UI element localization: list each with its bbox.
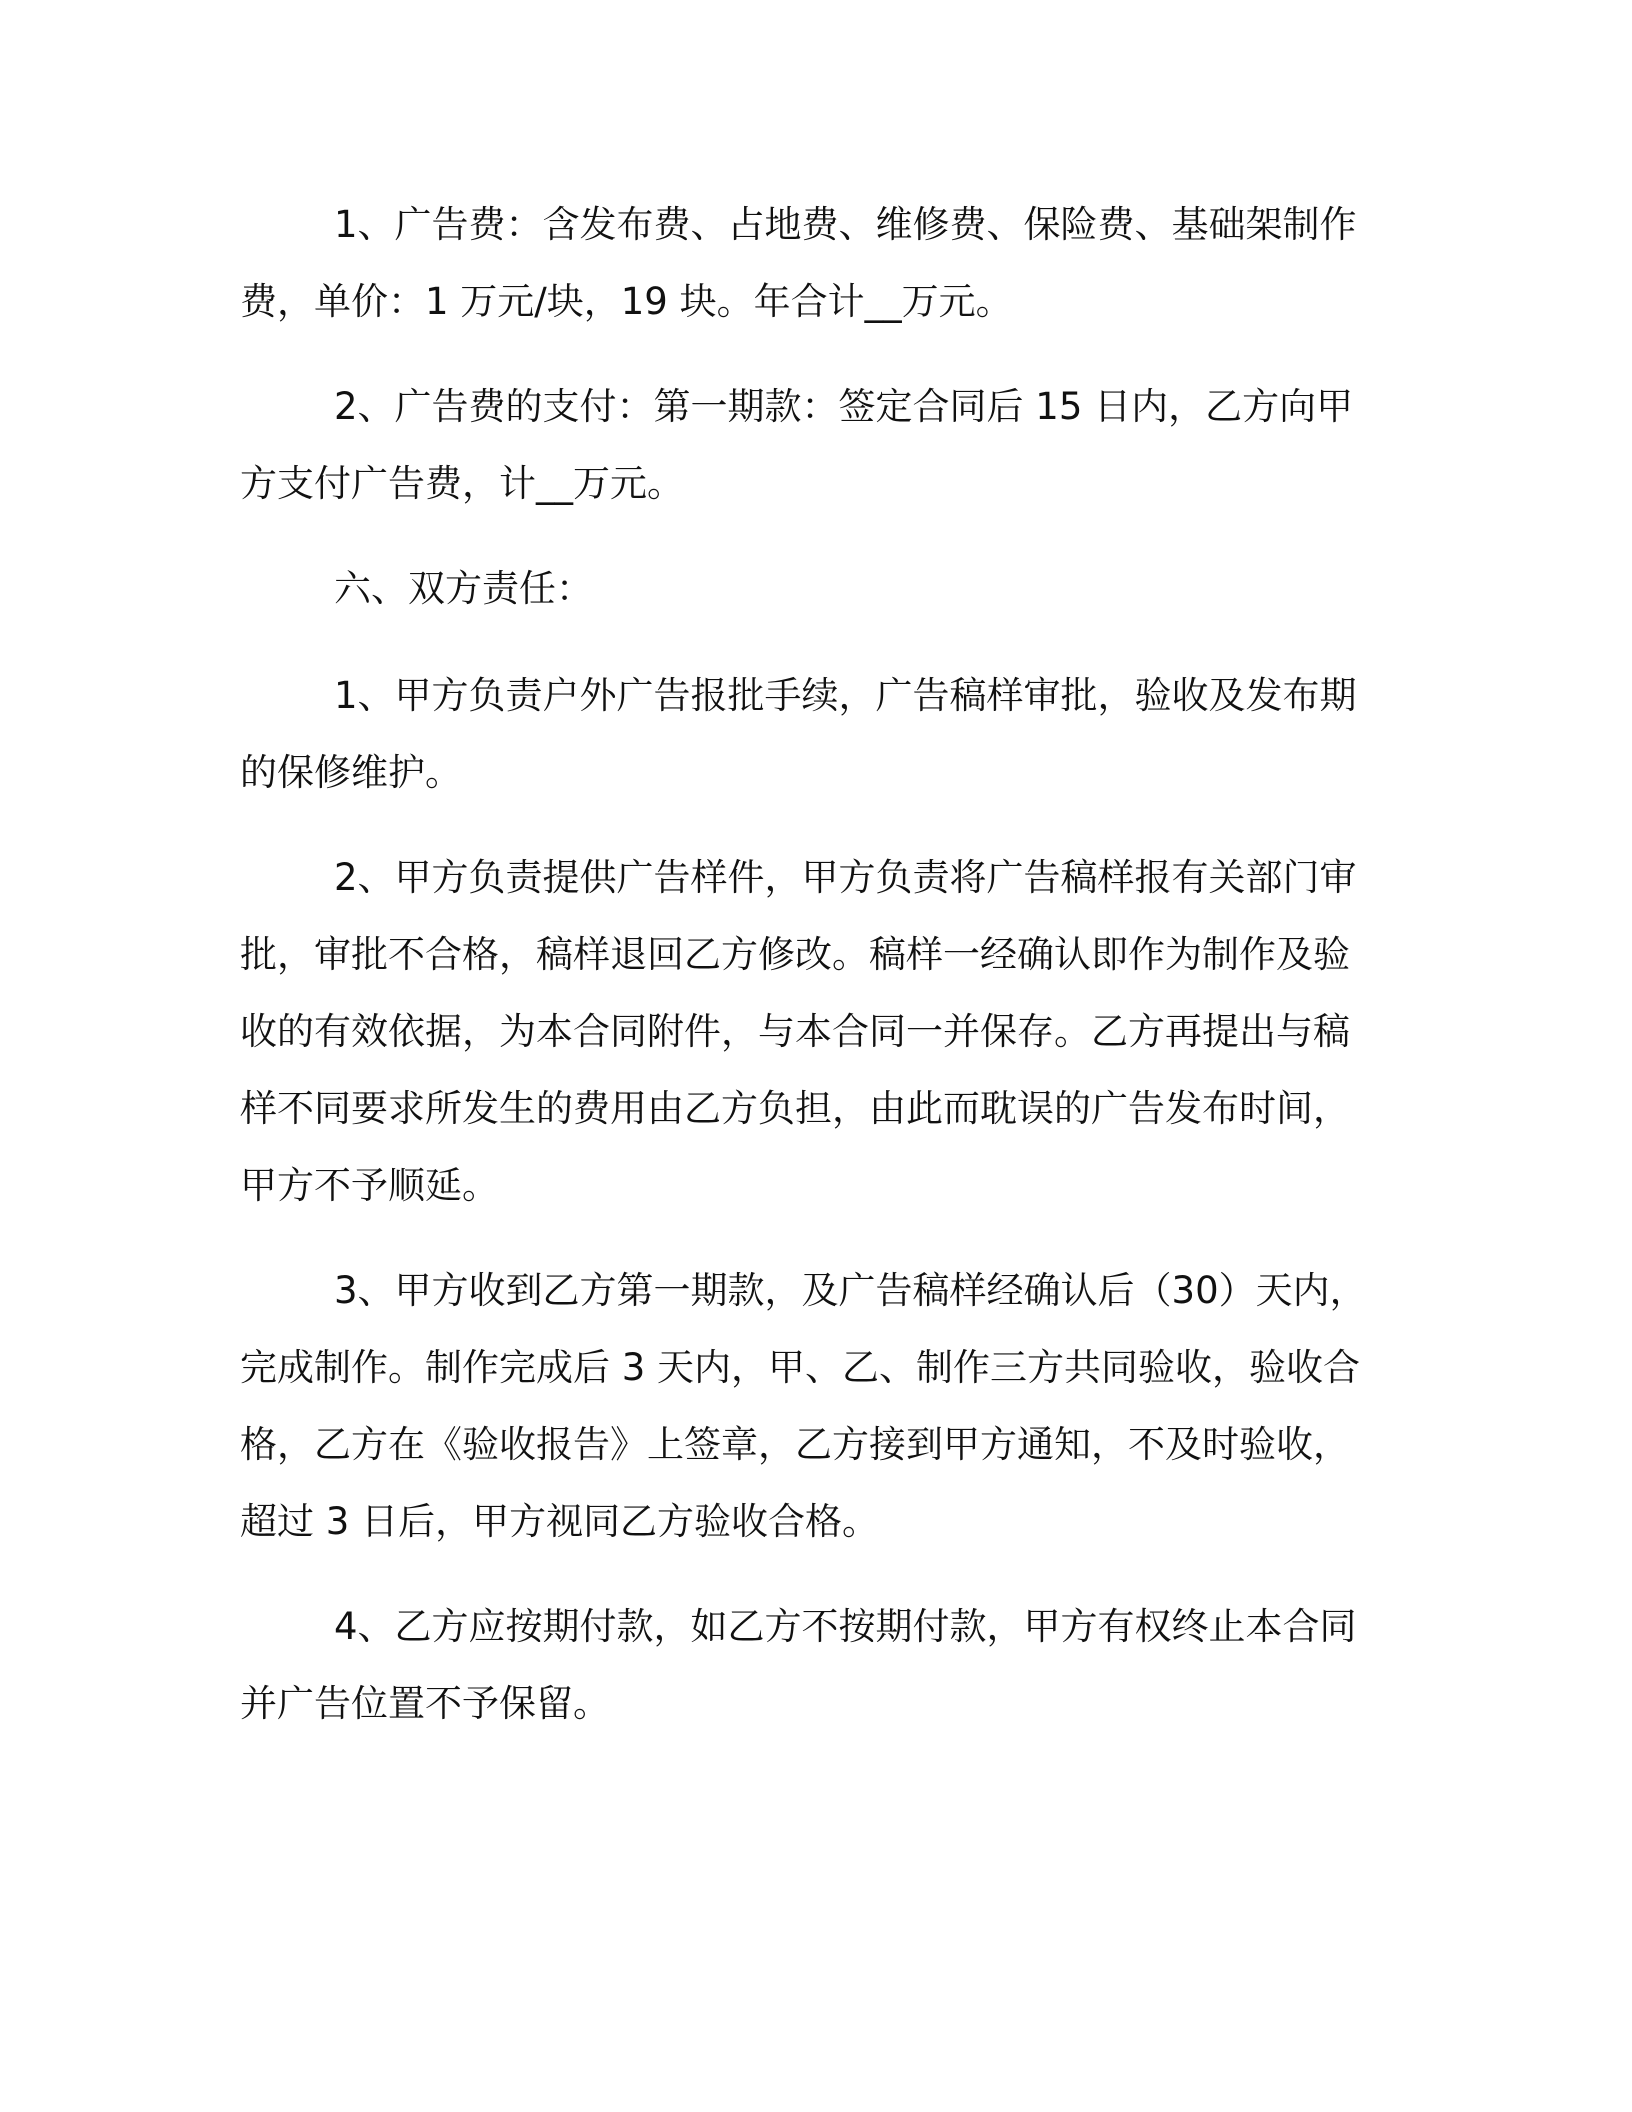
clause-ad-fee: 1、广告费：含发布费、占地费、维修费、保险费、基础架制作费，单价：1 万元/块，19 块。年合计__万元。 bbox=[240, 203, 1357, 323]
document-page bbox=[240, 186, 1380, 1770]
clause-ad-fee-payment: 2、广告费的支付：第一期款：签定合同后 15 日内，乙方向甲方支付广告费，计__万元。 bbox=[240, 385, 1354, 505]
responsibility-item-2: 2、甲方负责提供广告样件，甲方负责将广告稿样报有关部门审批，审批不合格，稿样退回乙方修改。稿样一经确认即作为制作及验收的有效依据，为本合同附件，与本合同一并保存。乙方再提出与稿样不同要求所发生的费用由乙方负担，由此而耽误的广告发布时间，甲方不予顺延。 bbox=[240, 856, 1357, 1207]
responsibility-item-4: 4、乙方应按期付款，如乙方不按期付款，甲方有权终止本合同并广告位置不予保留。 bbox=[240, 1605, 1357, 1725]
responsibility-item-1: 1、甲方负责户外广告报批手续，广告稿样审批，验收及发布期的保修维护。 bbox=[240, 674, 1357, 794]
section-heading-responsibilities: 六、双方责任： bbox=[334, 567, 593, 610]
responsibility-item-3: 3、甲方收到乙方第一期款，及广告稿样经确认后（30）天内，完成制作。制作完成后 3 天内，甲、乙、制作三方共同验收，验收合格，乙方在《验收报告》上签章，乙方接到甲方通知，不及时验收，超过 3 日后，甲方视同乙方验收合格。 bbox=[240, 1269, 1367, 1543]
